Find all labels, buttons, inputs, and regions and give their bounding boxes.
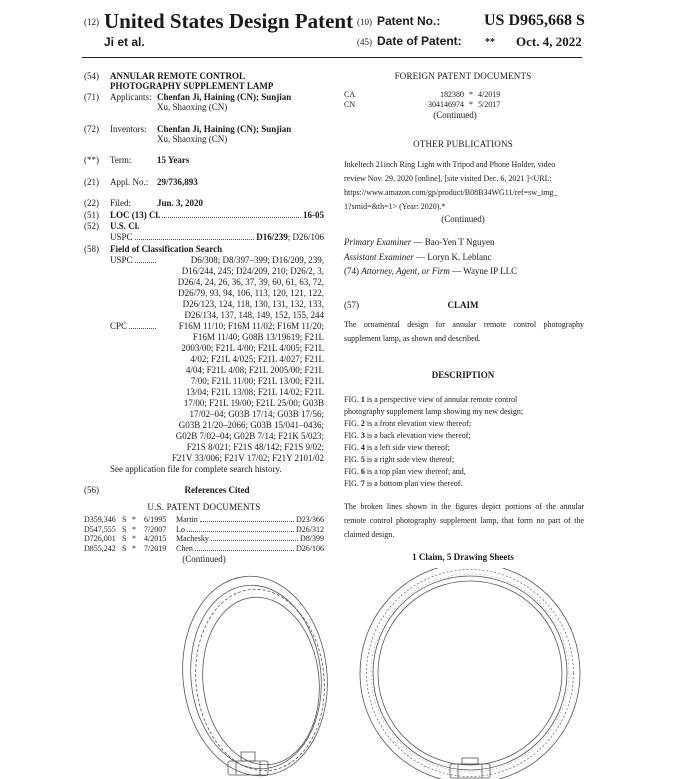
doc-name: Martin bbox=[176, 515, 198, 524]
front-view-ring bbox=[360, 568, 580, 779]
header-rule bbox=[82, 57, 582, 58]
applicants-code: (71) bbox=[84, 92, 99, 102]
cpc-line: 17/00; F21L 19/00; F21L 25/00; G03B bbox=[183, 398, 324, 408]
doc-date: 7/2007 bbox=[144, 524, 167, 534]
figure-line: FIG. 2 is a front elevation view thereof; bbox=[344, 419, 472, 428]
table-row bbox=[84, 544, 324, 554]
figure-line: FIG. 1 is a perspective view of annular remote control bbox=[344, 395, 518, 404]
patent-no-code: (10) bbox=[357, 17, 372, 27]
cpc-label: CPC bbox=[110, 321, 128, 331]
doc-name: Lo bbox=[176, 524, 185, 534]
doc-class: D26/312 bbox=[296, 524, 324, 534]
table-row bbox=[84, 515, 324, 525]
doc-kind: S bbox=[122, 543, 127, 553]
field-uspc-list bbox=[150, 255, 324, 321]
doc-number: D359,346 bbox=[84, 515, 116, 524]
field-uspc-line: D16/244, 245; D24/209, 210; D26/2, 3, bbox=[181, 266, 324, 276]
cpc-line: F16M 11/10; F16M 11/02; F16M 11/20; bbox=[178, 321, 324, 331]
doc-number: D726,001 bbox=[84, 534, 116, 543]
figure-line: photography supplement lamp showing my new design; bbox=[344, 407, 524, 416]
loc-leader bbox=[162, 217, 301, 218]
patent-number: US D965,668 S bbox=[484, 12, 585, 29]
term-code: (**) bbox=[84, 155, 99, 165]
assistant-examiner bbox=[344, 252, 491, 263]
claims-summary: 1 Claim, 5 Drawing Sheets bbox=[412, 552, 514, 562]
doc-star: * bbox=[132, 524, 136, 534]
attorney bbox=[344, 266, 517, 277]
refs-label: References Cited bbox=[184, 485, 250, 495]
other-publications-label: OTHER PUBLICATIONS bbox=[413, 139, 513, 149]
cpc-line: 4/04; F21L 4/08; F21L 2005/00; F21L bbox=[185, 365, 324, 375]
document-title: United States Design Patent bbox=[104, 9, 354, 33]
doc-kind: S bbox=[122, 515, 127, 524]
appl-label: Appl. No.: bbox=[110, 177, 149, 187]
uspc-value-2: ; D26/106 bbox=[287, 232, 324, 242]
perspective-view-stand bbox=[228, 752, 268, 775]
attorney-code: (74) bbox=[344, 266, 359, 276]
uspc-leader bbox=[135, 239, 255, 240]
appl-code: (21) bbox=[84, 177, 99, 187]
date-stars: ** bbox=[485, 37, 495, 48]
figure-line: FIG. 5 is a right side view thereof; bbox=[344, 455, 455, 464]
field-uspc-line: D26/4, 24, 26, 36, 37, 39, 60, 61, 63, 72, bbox=[177, 277, 324, 287]
field-uspc-line: D26/79, 93, 94, 106, 113, 120, 121, 122, bbox=[178, 288, 324, 298]
table-row bbox=[84, 534, 324, 544]
field-uspc-line: D26/123, 124, 118, 130, 131, 132, 133, bbox=[182, 299, 324, 309]
us-docs-label: U.S. PATENT DOCUMENTS bbox=[147, 502, 261, 512]
field-uspc-line: D26/134, 137, 148, 149, 152, 155, 244 bbox=[184, 310, 324, 320]
doc-number: D855,242 bbox=[84, 543, 116, 553]
attorney-name: — Wayne IP LLC bbox=[452, 266, 518, 276]
table-row bbox=[344, 100, 582, 110]
doc-kind: S bbox=[122, 524, 127, 534]
loc-row bbox=[110, 210, 324, 221]
uspc-row bbox=[110, 232, 324, 243]
invention-title-line1: ANNULAR REMOTE CONTROL bbox=[110, 71, 246, 81]
doc-class: D8/399 bbox=[300, 534, 324, 543]
doc-name: Chen bbox=[176, 543, 193, 553]
figure-list bbox=[344, 394, 584, 490]
cpc-line: G03B 21/20–2066; G03B 15/041–0436; bbox=[178, 420, 324, 430]
figure-line: FIG. 4 is a left side view thereof; bbox=[344, 443, 450, 452]
other-publications-text bbox=[344, 158, 584, 214]
refs-code: (56) bbox=[84, 485, 99, 495]
cpc-line: F16M 11/40; G08B 13/19619; F21L bbox=[192, 332, 324, 342]
doc-star: * bbox=[469, 90, 473, 99]
primary-examiner-name: — Bao-Yen T Nguyen bbox=[413, 237, 495, 247]
assistant-examiner-label: Assistant Examiner bbox=[344, 252, 414, 262]
doc-date: 6/1995 bbox=[144, 515, 167, 524]
doc-date: 7/2019 bbox=[144, 543, 167, 553]
perspective-view-ring bbox=[173, 569, 337, 779]
doc-class: D23/366 bbox=[296, 515, 324, 524]
uspc-value: D16/239 bbox=[256, 232, 288, 242]
loc-value: 16-05 bbox=[303, 210, 324, 220]
claim-text: The ornamental design for annular remote control photography supplement lamp, as shown and described. bbox=[344, 320, 584, 343]
applicants-label: Applicants: bbox=[110, 92, 152, 102]
us-docs-continued: (Continued) bbox=[182, 554, 226, 564]
doc-star: * bbox=[132, 543, 136, 553]
term-value: 15 Years bbox=[157, 155, 190, 165]
doc-number: 182380 bbox=[440, 90, 464, 99]
assistant-examiner-name: — Loryn K. Leblanc bbox=[416, 252, 492, 262]
front-view-stand bbox=[450, 758, 490, 778]
claim-code: (57) bbox=[344, 300, 359, 310]
us-docs-table bbox=[84, 515, 324, 553]
doc-kind: S bbox=[122, 534, 127, 543]
foreign-continued: (Continued) bbox=[433, 110, 477, 120]
applicants-line2: Xu, Shaoxing (CN) bbox=[157, 102, 228, 112]
uscl-label: U.S. Cl. bbox=[110, 221, 140, 231]
doc-country: CN bbox=[344, 99, 356, 109]
inventors-line1: Chenfan Ji, Haining (CN); Sunjian bbox=[157, 124, 292, 134]
cpc-list bbox=[150, 321, 324, 464]
cpc-line: F21S 8/021; F21S 48/142; F21S 9/02; bbox=[186, 442, 324, 452]
filed-label: Filed: bbox=[110, 198, 132, 208]
inventors-code: (72) bbox=[84, 124, 99, 134]
design-drawing bbox=[170, 568, 630, 779]
cpc-line: 17/02–04; G03B 17/14; G03B 17/56; bbox=[189, 409, 324, 419]
broken-lines-text: The broken lines shown in the figures depict portions of the annular remote control photography supplement lamp, that form no part of the claimed design. bbox=[344, 502, 584, 539]
loc-label: LOC (13) Cl. bbox=[110, 210, 161, 220]
term-label: Term: bbox=[110, 155, 132, 165]
inventors-line2: Xu, Shaoxing (CN) bbox=[157, 134, 228, 144]
attorney-label: Attorney, Agent, or Firm bbox=[361, 266, 450, 276]
field-uspc-line: D6/308; D8/397–399; D16/209, 239, bbox=[190, 255, 324, 265]
cpc-line: 7/00; F21L 11/00; F21L 13/00; F21L bbox=[190, 376, 324, 386]
figure-line: FIG. 7 is a bottom plan view thereof. bbox=[344, 479, 463, 488]
applicants-line1: Chenfan Ji, Haining (CN); Sunjian bbox=[157, 92, 292, 102]
doc-date: 5/2017 bbox=[478, 99, 501, 109]
table-row bbox=[344, 90, 582, 100]
doc-class: D26/106 bbox=[296, 543, 324, 553]
invention-title-line2: PHOTOGRAPHY SUPPLEMENT LAMP bbox=[110, 81, 274, 91]
inventors-short: Ji et al. bbox=[104, 35, 145, 49]
doc-star: * bbox=[469, 99, 473, 109]
claim-label: CLAIM bbox=[447, 300, 479, 310]
doc-country: CA bbox=[344, 90, 356, 99]
foreign-docs-table bbox=[344, 90, 582, 109]
patent-date: Oct. 4, 2022 bbox=[516, 34, 582, 49]
cpc-line: G02B 7/02–04; G02B 7/14; F21K 5/023; bbox=[175, 431, 324, 441]
publication-line: 1?smid=&th=1> (Year: 2020).* bbox=[344, 202, 446, 211]
title-code: (54) bbox=[84, 71, 99, 81]
field-uspc-label: USPC bbox=[110, 255, 133, 265]
field-label: Field of Classification Search bbox=[110, 244, 223, 254]
doc-date: 4/2015 bbox=[144, 534, 167, 543]
date-code: (45) bbox=[357, 37, 372, 47]
other-continued: (Continued) bbox=[441, 214, 485, 224]
cpc-line: 4/02; F21L 4/025; F21L 4/027; F21L bbox=[190, 354, 324, 364]
doc-star: * bbox=[132, 515, 136, 524]
kind-code: (12) bbox=[84, 17, 99, 27]
doc-name: Machesky bbox=[176, 534, 209, 543]
description-label: DESCRIPTION bbox=[431, 370, 495, 380]
doc-star: * bbox=[132, 534, 136, 543]
publication-line: Inkeltech 21inch Ring Light with Tripod and Phone Holder, video bbox=[344, 160, 556, 169]
cpc-line: 2003/00; F21L 4/00; F21L 4/005; F21L bbox=[181, 343, 324, 353]
field-code: (58) bbox=[84, 244, 99, 254]
publication-line: https://www.amazon.com/gp/product/B08B34WG11/ref=sw_img_ bbox=[344, 188, 558, 197]
see-application: See application file for complete search history. bbox=[110, 464, 282, 474]
inventors-label: Inventors: bbox=[110, 124, 147, 134]
filed-date: Jun. 3, 2020 bbox=[157, 198, 204, 208]
cpc-line: F21V 33/006; F21V 17/02; F21Y 2101/02 bbox=[171, 453, 324, 463]
patent-no-label: Patent No.: bbox=[377, 14, 441, 28]
doc-date: 4/2019 bbox=[478, 90, 501, 99]
publication-line: review Nov. 29, 2020 [online], [site visited Dec. 6, 2021 ]<URL: bbox=[344, 174, 552, 183]
appl-number: 29/736,893 bbox=[157, 177, 198, 187]
doc-number: 304146974 bbox=[428, 99, 464, 109]
primary-examiner-label: Primary Examiner bbox=[344, 237, 412, 247]
figure-line: FIG. 3 is a back elevation view thereof; bbox=[344, 431, 471, 440]
doc-number: D547,555 bbox=[84, 524, 116, 534]
primary-examiner bbox=[344, 237, 495, 248]
uspc-label: USPC bbox=[110, 232, 133, 242]
loc-code: (51) bbox=[84, 210, 99, 220]
foreign-docs-label: FOREIGN PATENT DOCUMENTS bbox=[394, 71, 532, 81]
table-row bbox=[84, 525, 324, 535]
uscl-code: (52) bbox=[84, 221, 99, 231]
date-label: Date of Patent: bbox=[377, 34, 462, 48]
figure-line: FIG. 6 is a top plan view thereof; and, bbox=[344, 467, 466, 476]
cpc-line: 13/04; F21L 13/08; F21L 14/02; F21L bbox=[185, 387, 324, 397]
filed-code: (22) bbox=[84, 198, 99, 208]
